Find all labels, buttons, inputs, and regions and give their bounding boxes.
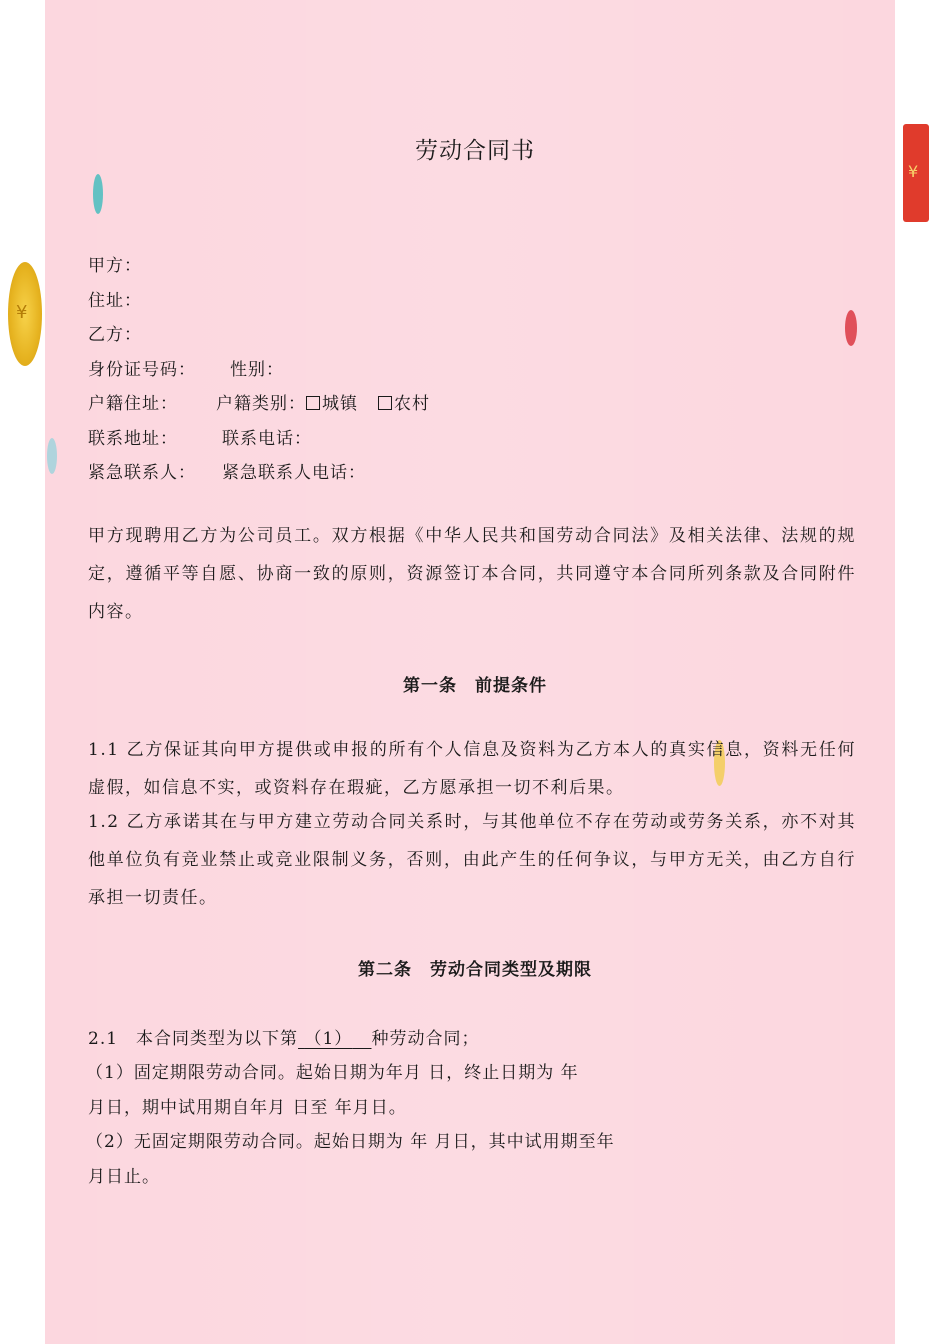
contract-type-choice: （1）	[304, 1029, 353, 1049]
emergency-contact-label: 紧急联系人：	[88, 463, 196, 483]
clause-2-1	[88, 1024, 480, 1049]
clause-2-1-suffix: 种劳动合同；	[371, 1029, 480, 1049]
clause-1-2: 1.2 乙方承诺其在与甲方建立劳动合同关系时，与其他单位不存在劳动或劳务关系，亦不对其他单位负有竞业禁止或竞业限制义务，否则，由此产生的任何争议，与甲方无关，由乙方自行承担一切责任。	[88, 812, 856, 908]
contact-phone-label: 联系电话：	[222, 429, 312, 449]
fixed-term-line-1: （1）固定期限劳动合同。起始日期为年月 日，终止日期为 年	[86, 1063, 579, 1083]
yuan-symbol-icon: ¥	[16, 302, 28, 323]
open-term-line-1: （2）无固定期限劳动合同。起始日期为 年 月日，其中试用期至年	[86, 1132, 615, 1152]
article-2-heading: 第二条 劳动合同类型及期限	[358, 960, 592, 980]
clause-1-1: 1.1 乙方保证其向甲方提供或申报的所有个人信息及资料为乙方本人的真实信息，资料无任何虚假，如信息不实，或资料存在瑕疵，乙方愿承担一切不利后果。	[88, 740, 856, 798]
gold-coin-decoration	[8, 262, 42, 366]
id-number-label: 身份证号码：	[88, 360, 196, 380]
urban-checkbox[interactable]	[306, 396, 320, 410]
intro-paragraph: 甲方现聘用乙方为公司员工。双方根据《中华人民共和国劳动合同法》及相关法律、法规的规定，遵循平等自愿、协商一致的原则，资源签订本合同，共同遵守本合同所列条款及合同附件内容。	[88, 526, 856, 622]
open-term-line-2: 月日止。	[88, 1167, 160, 1187]
gender-label: 性别：	[230, 360, 284, 380]
household-address-label: 户籍住址：	[88, 394, 178, 414]
emergency-phone-label: 紧急联系人电话：	[222, 463, 366, 483]
household-type-label: 户籍类别：	[216, 394, 306, 414]
household-line	[88, 389, 430, 414]
fixed-term-line-2: 月日，期中试用期自年月 日至 年月日。	[88, 1098, 407, 1118]
address-label: 住址：	[88, 291, 142, 311]
yuan-symbol-icon: ¥	[908, 162, 919, 181]
clause-2-1-prefix: 2.1 本合同类型为以下第	[88, 1029, 299, 1049]
teal-dot-decoration	[93, 174, 103, 214]
rural-checkbox[interactable]	[378, 396, 392, 410]
emergency-line	[88, 458, 366, 483]
rural-option-label: 农村	[394, 394, 430, 414]
article-1-heading: 第一条 前提条件	[403, 676, 547, 696]
party-b-label: 乙方：	[88, 325, 142, 345]
contact-address-label: 联系地址：	[88, 429, 178, 449]
teal-dot-decoration	[47, 438, 57, 474]
red-dot-decoration	[845, 310, 857, 346]
contact-line	[88, 424, 312, 449]
urban-option-label: 城镇	[322, 394, 358, 414]
id-gender-line	[88, 355, 284, 380]
document-title: 劳动合同书	[415, 138, 535, 164]
party-a-label: 甲方：	[88, 256, 142, 276]
